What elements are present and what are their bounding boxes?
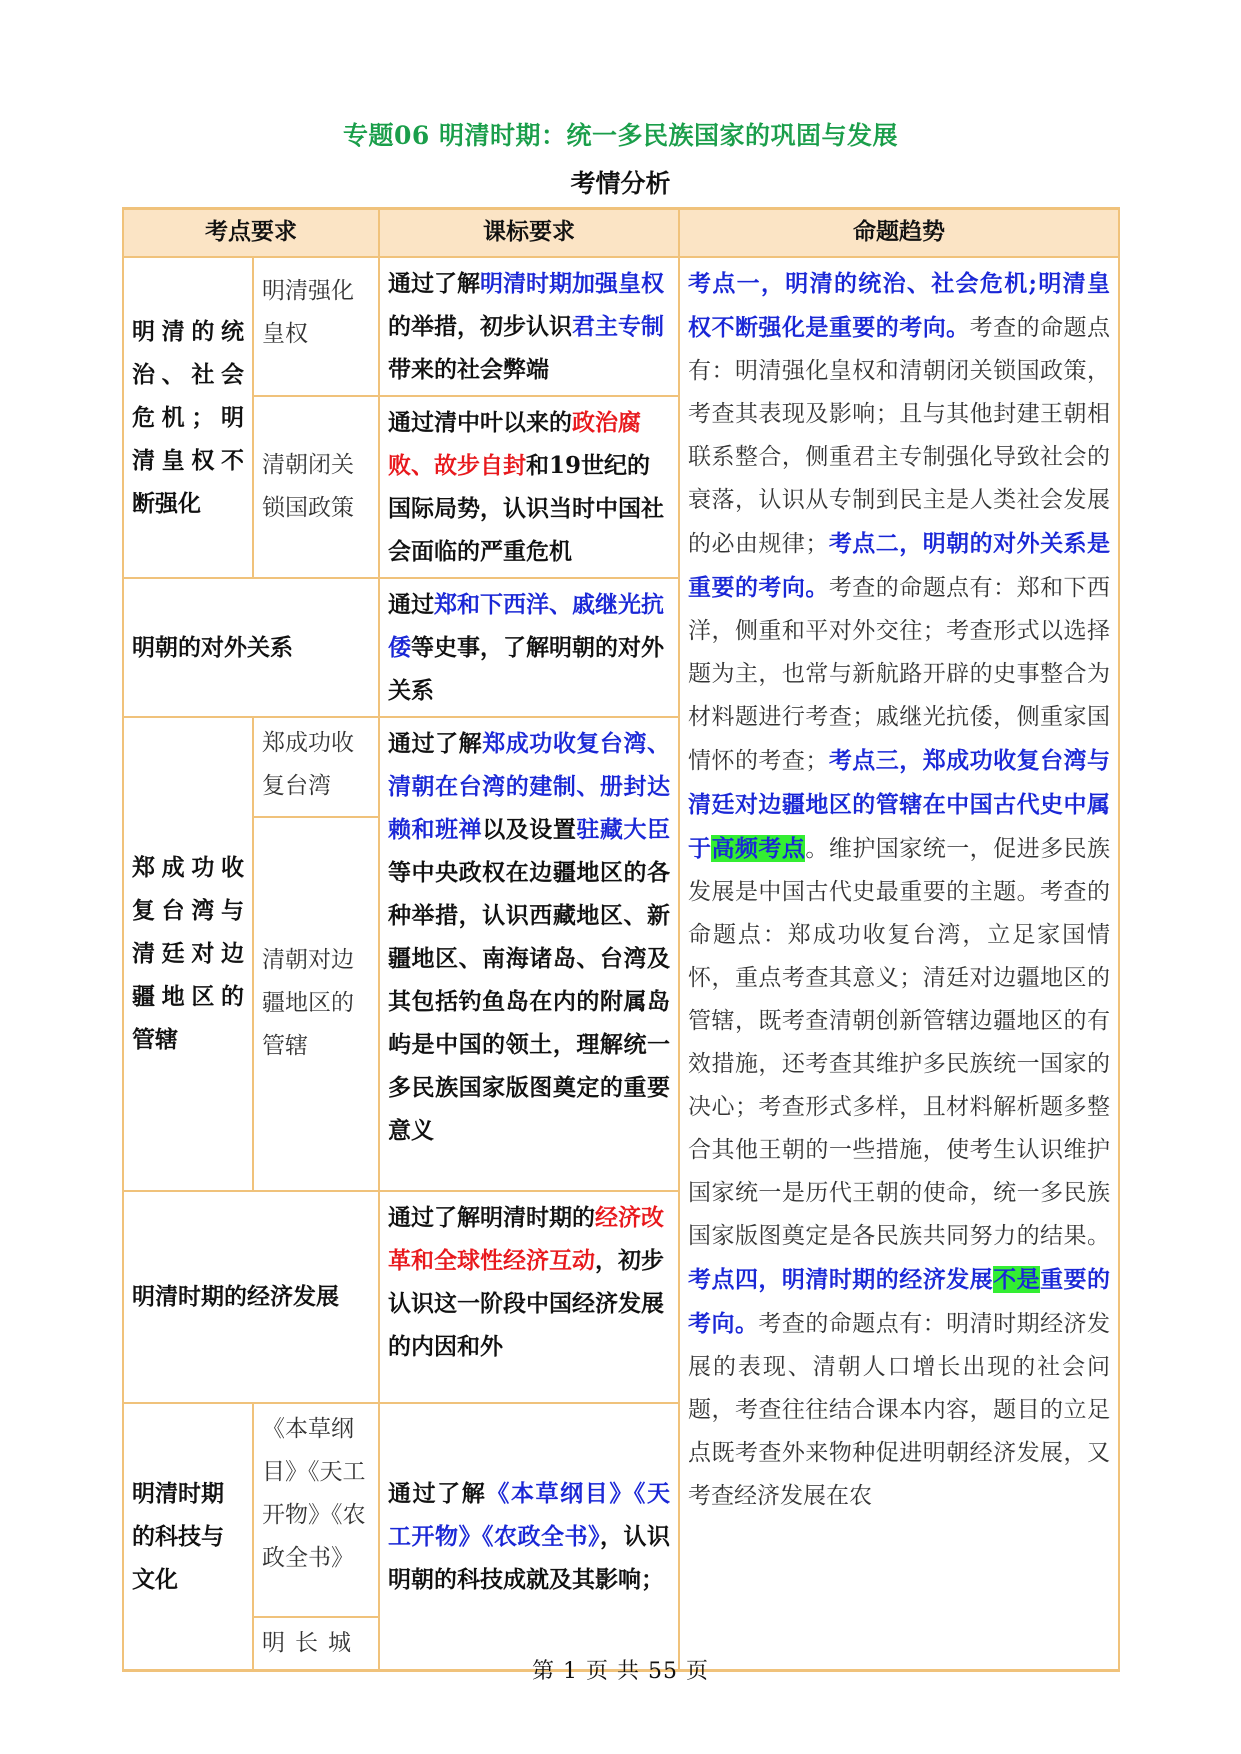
req-key: 政治腐败、故步自封	[388, 408, 641, 479]
req-key: 君主专制	[572, 312, 664, 340]
subtopic-cell: 《本草纲目》《天工开物》《农政全书》	[253, 1403, 379, 1617]
standard-cell	[379, 396, 679, 578]
subtopic-cell: 郑成功收复台湾	[253, 717, 379, 817]
topic-cell: 明朝的对外关系	[123, 578, 379, 717]
req-key: 明清时期加强皇权	[480, 269, 664, 297]
standard-cell	[379, 257, 679, 396]
header-topic: 考点要求	[123, 209, 379, 257]
req-text: ，初步认识这一阶段中国经济发展的内因和外	[388, 1246, 664, 1360]
trend-text: 考查的命题点有：明清强化皇权和清朝闭关锁国政策，考查其表现及影响；且与其他封建王朝相联系整合，侧重君主专制强化导致社会的衰落，认识从专制到民主是人类社会发展的必由规律；	[688, 314, 1111, 557]
req-text: 和19世纪的国际局势，认识当时中国社会面临的严重危机	[388, 451, 664, 565]
topic-cell: 郑成功收复台湾与清廷对边疆地区的管辖	[123, 717, 253, 1191]
subtopic-cell: 明清强化皇权	[253, 257, 379, 396]
trend-highlight: 不是	[993, 1265, 1041, 1293]
trend-key: 重要的考向。	[688, 1265, 1111, 1337]
trend-key: 考点一，明清的统治、社会危机;明清皇权不断强化是重要的考向。	[688, 269, 1110, 341]
req-text: 带来的社会弊端	[388, 355, 549, 383]
standard-cell	[379, 578, 679, 717]
analysis-table	[122, 207, 1120, 1672]
req-text: 通过	[388, 590, 434, 618]
trend-highlight: 高频考点	[711, 834, 806, 862]
standard-cell	[379, 1403, 679, 1671]
req-text: 通过了解	[388, 269, 480, 297]
page-number: 第 1 页 共 55 页	[532, 1659, 709, 1684]
req-key: 驻藏大臣	[576, 815, 671, 843]
header-trend: 命题趋势	[679, 209, 1119, 257]
section-title: 考情分析	[570, 169, 671, 198]
header-standard: 课标要求	[379, 209, 679, 257]
topic-cell: 明清时期的科技与文化	[123, 1403, 253, 1671]
req-text: 等中央政权在边疆地区的各种举措，认识西藏地区、新疆地区、南海诸岛、台湾及其包括钓鱼岛在内的附属岛屿是中国的领土，理解统一多民族国家版图奠定的重要意义	[388, 858, 670, 1144]
req-text: 的举措，初步认识	[388, 312, 572, 340]
req-text: 通过了解	[388, 729, 483, 757]
req-key: 经济改革和全球性经济互动	[388, 1203, 664, 1274]
trend-key: 考点三，郑成功收复台湾与清廷对边疆地区的管辖在中国古代史中属于	[688, 746, 1111, 862]
trend-key: 考点二，明朝的对外关系是重要的考向。	[688, 529, 1111, 601]
trend-text: 考查的命题点有：郑和下西洋，侧重和平对外交往；考查形式以选择题为主，也常与新航路开辟的史事整合为材料题进行考查；戚继光抗倭，侧重家国情怀的考查；	[688, 574, 1111, 774]
subtopic-cell: 清朝闭关锁国政策	[253, 396, 379, 578]
trend-text: 。维护国家统一，促进多民族发展是中国古代史最重要的主题。考查的命题点：郑成功收复台湾，立足家国情怀，重点考查其意义；清廷对边疆地区的管辖，既考查清朝创新管辖边疆地区的有效措施，还考查其维护多民族统一国家的决心；考查形式多样，且材料解析题多整合其他王朝的一些措施，使考生认识维护国家统一是历代王朝的使命，统一多民族国家版图奠定是各民族共同努力的结果。	[688, 835, 1111, 1249]
req-key: 郑成功收复台湾、清朝在台湾的建制、册封达赖和班禅	[388, 729, 671, 843]
table-row	[123, 257, 1119, 396]
topic-cell: 明清的统治、社会危机；明清皇权不断强化	[123, 257, 253, 578]
standard-cell	[379, 1191, 679, 1403]
standard-cell	[379, 717, 679, 1191]
req-text: 通过清中叶以来的	[388, 408, 572, 436]
req-key: 《本草纲目》《天工开物》《农政全书》	[388, 1479, 671, 1550]
trend-key: 考点四，明清时期的经济发展	[688, 1265, 994, 1293]
table-header-row	[123, 209, 1119, 257]
subtopic-cell: 明长城	[253, 1617, 379, 1671]
topic-cell: 明清时期的经济发展	[123, 1191, 379, 1403]
subtopic-cell: 清朝对边疆地区的管辖	[253, 817, 379, 1191]
req-text: 通过了解明清时期的	[388, 1203, 595, 1231]
req-key: 郑和下西洋、戚继光抗倭	[388, 590, 664, 661]
req-text: 等史事，了解明朝的对外关系	[388, 633, 664, 704]
trend-text: 考查的命题点有：明清时期经济发展的表现、清朝人口增长出现的社会问题，考查往往结合课本内容，题目的立足点既考查外来物种促进明朝经济发展，又考查经济发展在农	[688, 1310, 1111, 1509]
req-text: 通过了解	[388, 1479, 487, 1507]
trend-cell	[679, 257, 1119, 1671]
page-title: 专题06 明清时期：统一多民族国家的巩固与发展	[343, 121, 898, 150]
req-text: ，认识明朝的科技成就及其影响；	[388, 1522, 670, 1593]
req-text: 以及设置	[482, 815, 577, 843]
